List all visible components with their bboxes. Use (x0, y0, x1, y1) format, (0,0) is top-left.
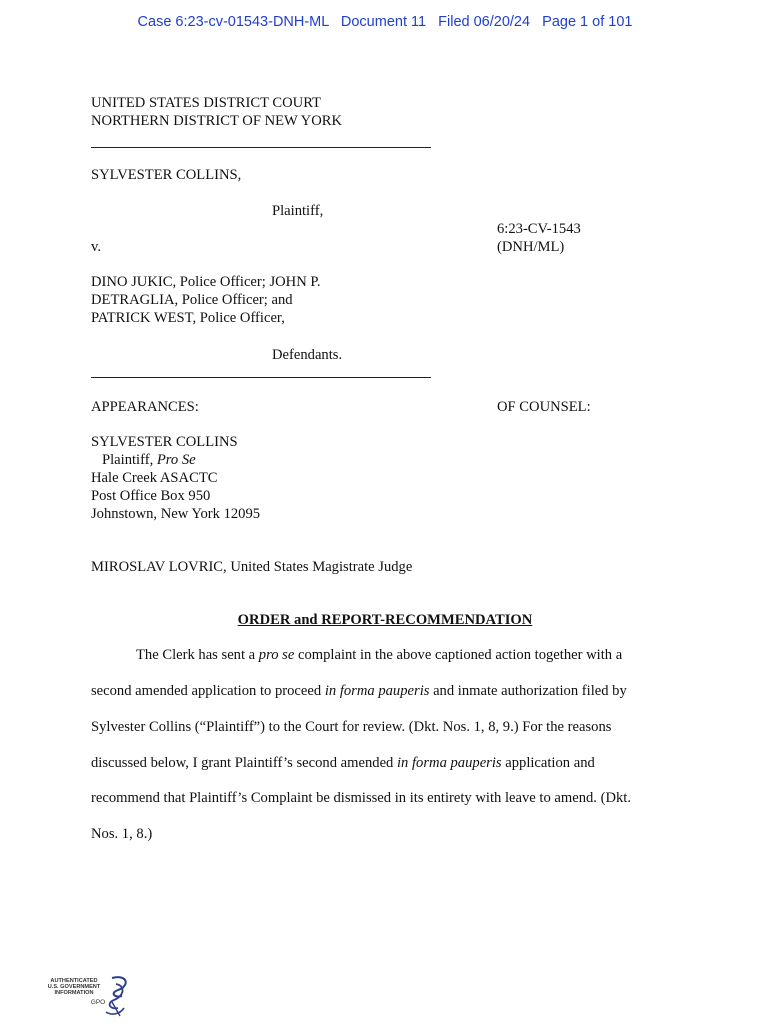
defendants-line-2: DETRAGLIA, Police Officer; and (91, 292, 293, 308)
judge-initials: (DNH/ML) (497, 239, 565, 255)
address-line-1: Hale Creek ASACTC (91, 470, 218, 486)
seal-text-2: U.S. GOVERNMENT (47, 984, 101, 990)
seal-text-1: AUTHENTICATED (50, 978, 98, 984)
document-number: Document 11 (340, 14, 427, 30)
of-counsel-label: OF COUNSEL: (497, 399, 591, 415)
appearance-role: Plaintiff, Pro Se (102, 452, 196, 468)
pro-se-italic: Pro Se (156, 452, 196, 468)
seal-text-4: GPO (90, 999, 106, 1006)
appearance-name: SYLVESTER COLLINS (91, 434, 238, 450)
caption-rule-bottom (91, 377, 431, 378)
filed-date: Filed 06/20/24 (438, 14, 531, 30)
plaintiff-name: SYLVESTER COLLINS, (91, 167, 242, 183)
ecf-header (0, 14, 770, 30)
defendants-line-1: DINO JUKIC, Police Officer; JOHN P. (91, 274, 321, 290)
case-number-header: Case 6:23-cv-01543-DNH-ML (137, 14, 329, 30)
defendants-role: Defendants. (272, 347, 343, 363)
versus: v. (91, 239, 101, 255)
caption-rule-top (91, 147, 431, 148)
address-line-2: Post Office Box 950 (91, 488, 211, 504)
body-line-2: second amended application to proceed in forma pauperis and inmate authorization filed by (91, 683, 627, 699)
body-line-5: recommend that Plaintiff’s Complaint be dismissed in its entirety with leave to amend. (Dkt. (91, 790, 632, 806)
case-number: 6:23-CV-1543 (497, 221, 581, 237)
plaintiff-role: Plaintiff, (272, 203, 324, 219)
court-name: UNITED STATES DISTRICT COURT (91, 95, 321, 111)
order-title: ORDER and REPORT-RECOMMENDATION (237, 612, 533, 628)
defendants-line-3: PATRICK WEST, Police Officer, (91, 310, 285, 326)
court-district: NORTHERN DISTRICT OF NEW YORK (91, 113, 343, 129)
body-line-3: Sylvester Collins (“Plaintiff”) to the Court for review. (Dkt. Nos. 1, 8, 9.) For the reasons (91, 719, 612, 735)
body-line-1: The Clerk has sent a pro se complaint in the above captioned action together with a (136, 647, 623, 663)
appearances-label: APPEARANCES: (91, 399, 199, 415)
body-line-4: discussed below, I grant Plaintiff’s second amended in forma pauperis application and (91, 755, 595, 771)
body-line-6: Nos. 1, 8.) (91, 826, 153, 842)
address-line-3: Johnstown, New York 12095 (91, 506, 261, 522)
seal-text-3: INFORMATION (54, 990, 94, 996)
page-number: Page 1 of 101 (542, 14, 633, 30)
judge-line: MIROSLAV LOVRIC, United States Magistrate Judge (91, 559, 413, 575)
gpo-authentication-seal-icon (42, 972, 132, 1018)
